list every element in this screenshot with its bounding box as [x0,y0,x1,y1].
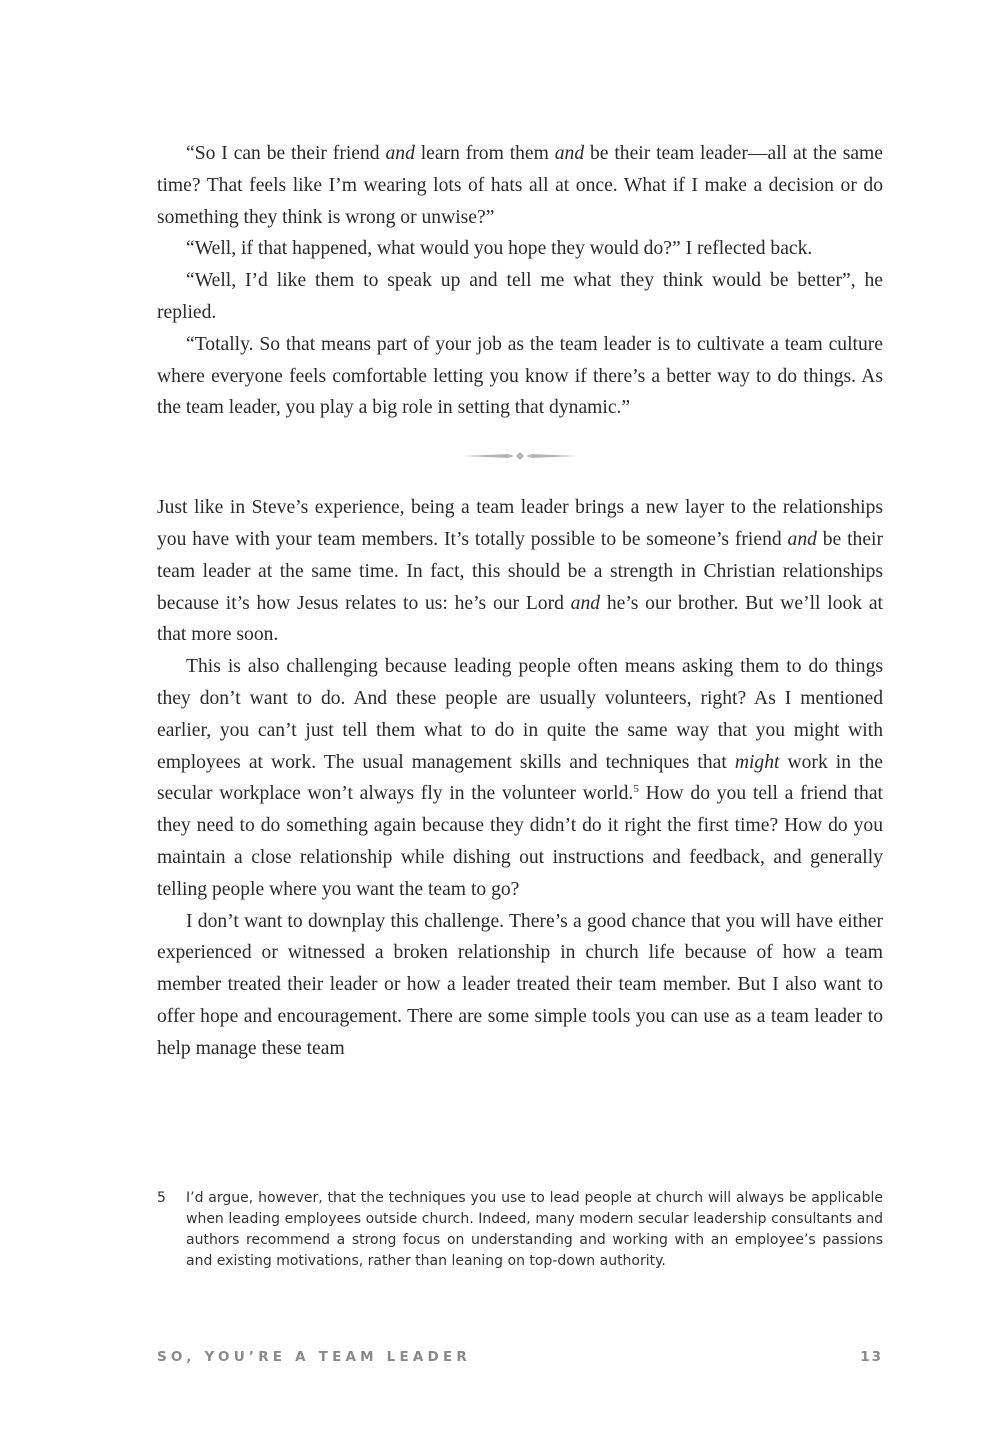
emphasis: and [570,592,601,614]
page-number: 13 [860,1349,883,1365]
footnotes [157,1188,883,1272]
footnote-reference[interactable]: 5 [633,783,639,796]
emphasis: and [554,143,585,164]
body-paragraph: I don’t want to downplay this challenge. There’s a good chance that you will have either experienced or witnessed a broken relationship in church life because of how a team member treated their leader or how a leader treated their team member. But I also want to offer hope and encouragement. There are some simple tools you can use as a team leader to help manage these team [157,910,883,1059]
dialogue-paragraph: “Well, I’d like them to speak up and tell me what they think would be better”, he replied. [157,270,883,323]
running-title: SO, YOU’RE A TEAM LEADER [157,1349,471,1365]
dialogue-paragraph: “So I can be their friend and learn from them and be their team leader—all at the same time? That feels like I’m wearing lots of hats all at once. What if I make a decision or do something they think is wrong or unwise?” [157,143,883,228]
body-paragraph: Just like in Steve’s experience, being a team leader brings a new layer to the relationships you have with your team members. It’s totally possible to be someone’s friend and be their team leader at the same time. In fact, this should be a strength in Christian relationships because it’s how Jesus relates to us: he’s our Lord and he’s our brother. But we’ll look at that more soon. [157,497,884,646]
section-break-ornament-icon [464,450,576,462]
page-body [157,138,883,1065]
footnote-number: 5 [157,1190,166,1206]
emphasis: and [787,528,817,550]
emphasis: might [734,751,780,773]
dialogue-section [157,138,883,424]
footnote-text: I’d argue, however, that the techniques you use to lead people at church will always be applicable when leading employees outside church. Indeed, many modern secular leadership consultants and authors recommend a strong focus on understanding and working with an employee’s passions and existing motivations, rather than leaning on top-down authority. [186,1190,883,1269]
dialogue-paragraph: “Totally. So that means part of your job as the team leader is to cultivate a team culture where everyone feels comfortable letting you know if there’s a better way to do things. As the team leader, you play a big role in setting that dynamic.” [157,333,883,419]
dialogue-paragraph: “Well, if that happened, what would you hope they would do?” I reflected back. [186,238,813,260]
body-paragraph: This is also challenging because leading people often means asking them to do things they don’t want to do. And these people are usually volunteers, right? As I mentioned earlier, you can’t just tell them what to do in quite the same way that you might with employees at work. The usual management skills and techniques that might work in the secular workplace won’t always fly in the volunteer world.$^5$ How do you tell a friend that they need to do something again because they didn’t do it right the first time? How do you maintain a close relationship while dishing out instructions and feedback, and generally telling people where you want the team to go? [157,656,883,900]
running-footer [157,1349,883,1365]
footnote-5 [157,1188,883,1272]
body-section [157,492,883,1064]
emphasis: and [385,143,415,164]
